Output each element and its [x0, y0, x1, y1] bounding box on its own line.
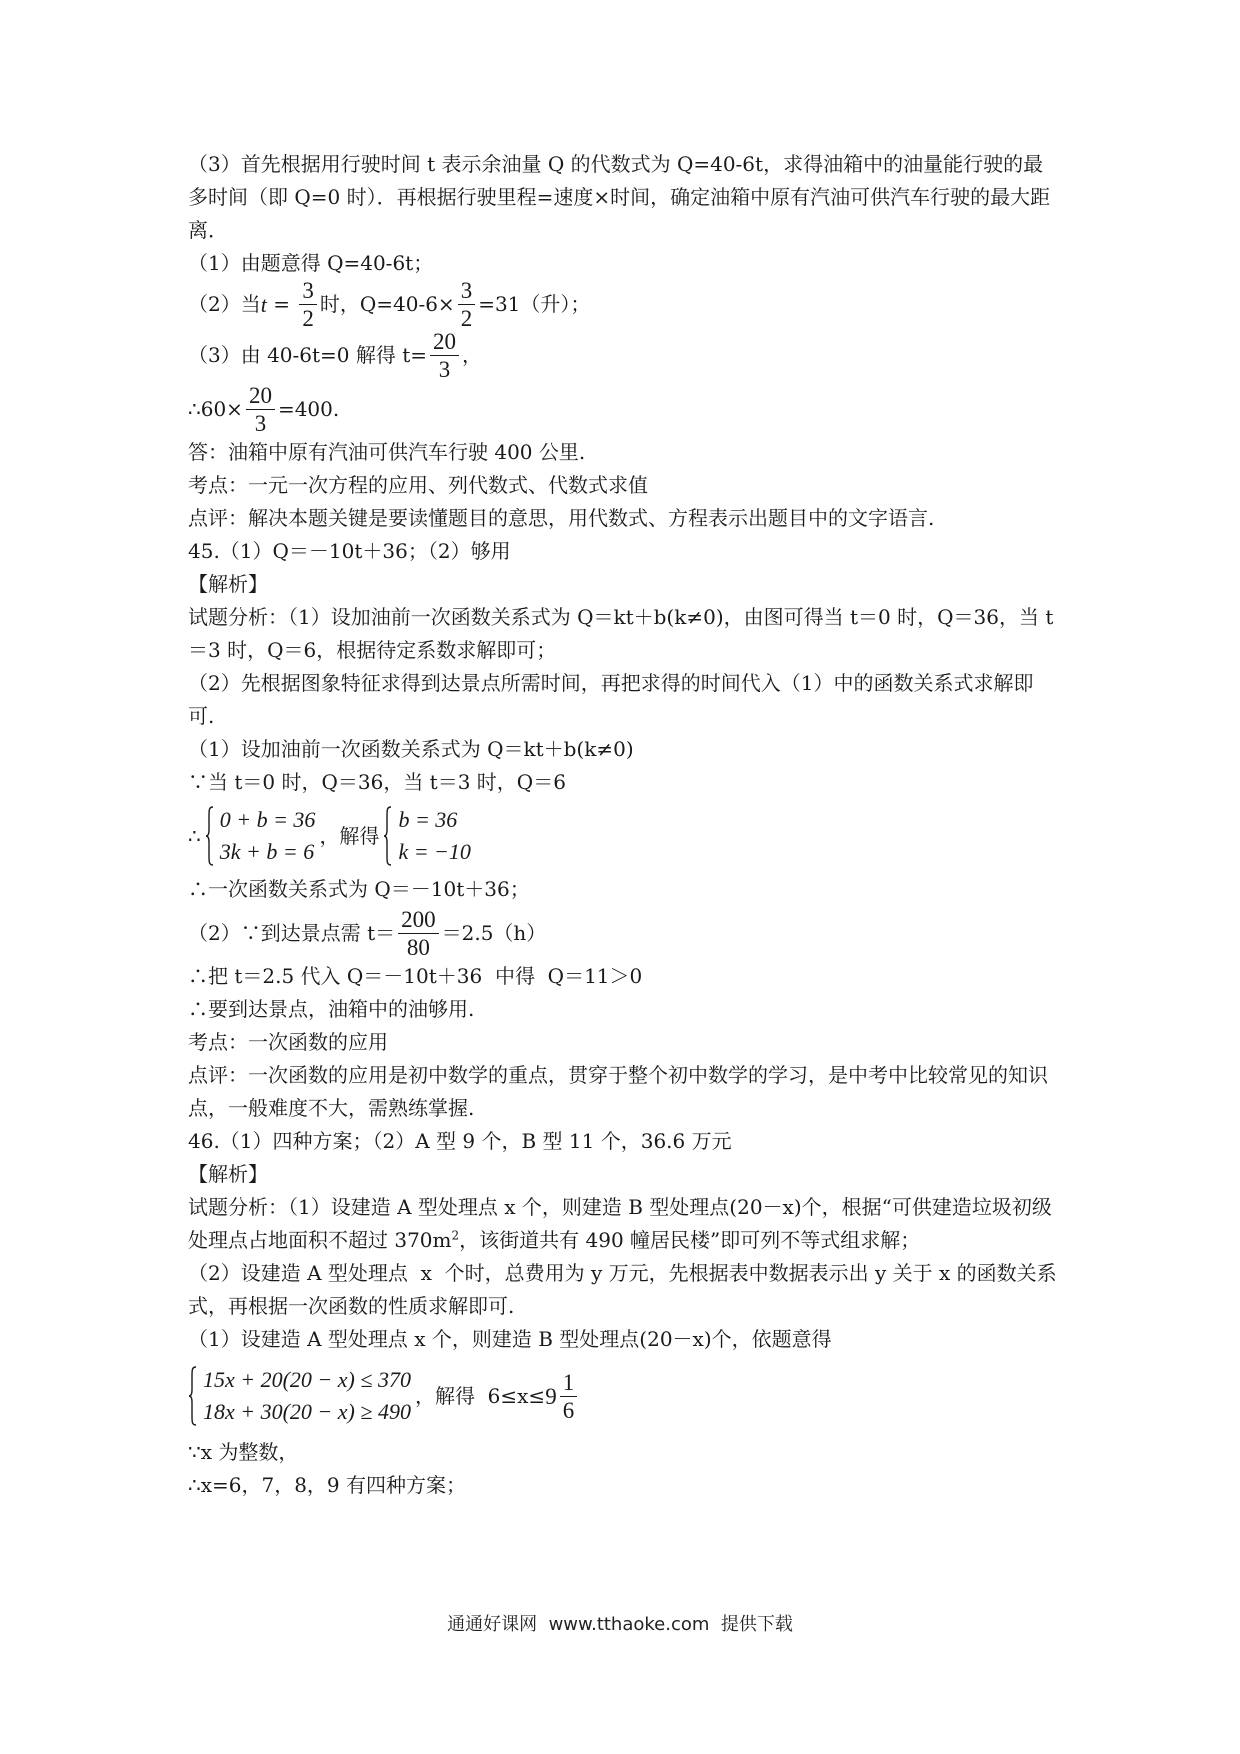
- solution-45-line7: ∴要到达景点，油箱中的油够用.: [188, 997, 475, 1021]
- knowledge-point-45: 考点：一次函数的应用: [188, 1030, 388, 1054]
- analysis-heading-46: 【解析】: [188, 1162, 268, 1186]
- analysis-heading: 【解析】: [188, 572, 268, 596]
- solution-45-line1: （1）设加油前一次函数关系式为 Q＝kt＋b(k≠0): [188, 737, 634, 761]
- analysis-45-part1: 试题分析：（1）设加油前一次函数关系式为 Q＝kt＋b(k≠0)，由图可得当 t＝0 时，Q＝36，当 t＝3 时，Q＝6，根据待定系数求解即可；: [188, 605, 1054, 662]
- left-brace-icon: [205, 806, 214, 866]
- equation-system-1: 0 + b = 36 3k + b = 6: [205, 804, 316, 868]
- footer-suffix: 提供下载: [720, 1614, 793, 1635]
- solution-46-line4: ∴x=6，7，8，9 有四种方案；: [188, 1473, 467, 1497]
- fraction-200-80: $\frac{200}{80}$: [398, 908, 439, 959]
- fraction-20-3: $\frac{20}{3}$: [430, 330, 459, 381]
- question-46-answer: 46.（1）四种方案；（2）A 型 9 个，B 型 11 个，36.6 万元: [188, 1129, 732, 1153]
- equation-system-line: ∴ 0 + b = 36 3k + b = 6 ，解得 b = 36 k = −10: [188, 799, 1058, 873]
- fraction-3-2: $\frac{3}{2}$: [299, 279, 317, 330]
- paragraph-analysis-3: （3）首先根据用行驶时间 t 表示余油量 Q 的代数式为 Q=40-6t，求得油箱中的油量能行驶的最多时间（即 Q=0 时）．再根据行驶里程=速度×时间，确定油箱中原有汽油可供汽车行驶的最大距离．: [188, 152, 1051, 242]
- left-brace-icon: [188, 1366, 197, 1426]
- solution-text: [188, 148, 1058, 1502]
- fraction-3-2-b: $\frac{3}{2}$: [458, 279, 476, 330]
- analysis-46-part1: 试题分析：（1）设建造 A 型处理点 x 个，则建造 B 型处理点(20－x)个，根据“可供建造垃圾初级处理点占地面积不超过 $370m^2$，该街道共有 490 幢居民楼”即可列不等式组求解；: [188, 1195, 1052, 1252]
- solution-46-line3: ∵x 为整数，: [188, 1440, 299, 1464]
- answer-line-3: （3）由 40-6t=0 解得 t= $\frac{20}{3}$ ，: [188, 328, 483, 382]
- inequality-system-line: 15x + 20(20 − x) ≤ 370 18x + 30(20 − x) ≥ 490 ，解得 6≤x≤ 9 $\frac{1}{6}$: [188, 1356, 1058, 1436]
- footer-site-name: 通通好课网: [447, 1614, 538, 1635]
- answer-line-1: （1）由题意得 Q=40-6t；: [188, 251, 434, 275]
- page-footer: [0, 1610, 1240, 1636]
- fraction-20-3-b: $\frac{20}{3}$: [246, 384, 275, 435]
- solution-45-line2: ∵当 t＝0 时，Q＝36，当 t＝3 时，Q＝6: [188, 770, 566, 794]
- solution-45-line5: （2）∵到达景点需 t＝ $\frac{200}{80}$ ＝2.5（h）: [188, 906, 547, 960]
- left-brace-icon: [383, 806, 392, 866]
- final-answer: 答：油箱中原有汽油可供汽车行驶 400 公里.: [188, 440, 586, 464]
- solution-45-line6: ∴把 t＝2.5 代入 Q＝－10t＋36 中得 Q＝11＞0: [188, 964, 643, 988]
- inequality-system: 15x + 20(20 − x) ≤ 370 18x + 30(20 − x) ≥ 490: [188, 1364, 411, 1428]
- mixed-number-9-1-6: 9 $\frac{1}{6}$: [545, 1371, 580, 1422]
- solution-45-line4: ∴一次函数关系式为 Q＝－10t＋36；: [188, 877, 530, 901]
- equation-system-2: b = 36 k = −10: [383, 804, 470, 868]
- footer-url: www.tthaoke.com: [548, 1614, 710, 1635]
- variable-t: t: [260, 291, 267, 317]
- comment: 点评：解决本题关键是要读懂题目的意思，用代数式、方程表示出题目中的文字语言.: [188, 506, 935, 530]
- solution-46-line1: （1）设建造 A 型处理点 x 个，则建造 B 型处理点(20－x)个，依题意得: [188, 1327, 832, 1351]
- comment-45: 点评：一次函数的应用是初中数学的重点，贯穿于整个初中数学的学习，是中考中比较常见的知识点，一般难度不大，需熟练掌握.: [188, 1063, 1048, 1120]
- answer-line-2: （2）当 t = $\frac{3}{2}$ 时，Q=40-6× $\frac{3}{2}$ =31（升）；: [188, 277, 591, 331]
- question-45-answer: 45.（1）Q＝－10t＋36；（2）够用: [188, 539, 511, 563]
- answer-line-4: ∴60× $\frac{20}{3}$ =400.: [188, 382, 340, 436]
- knowledge-point: 考点：一元一次方程的应用、列代数式、代数式求值: [188, 473, 648, 497]
- analysis-46-part2: （2）设建造 A 型处理点 x 个时，总费用为 y 万元，先根据表中数据表示出 y 关于 x 的函数关系式，再根据一次函数的性质求解即可.: [188, 1261, 1057, 1318]
- analysis-45-part2: （2）先根据图象特征求得到达景点所需时间，再把求得的时间代入（1）中的函数关系式求解即可.: [188, 671, 1034, 728]
